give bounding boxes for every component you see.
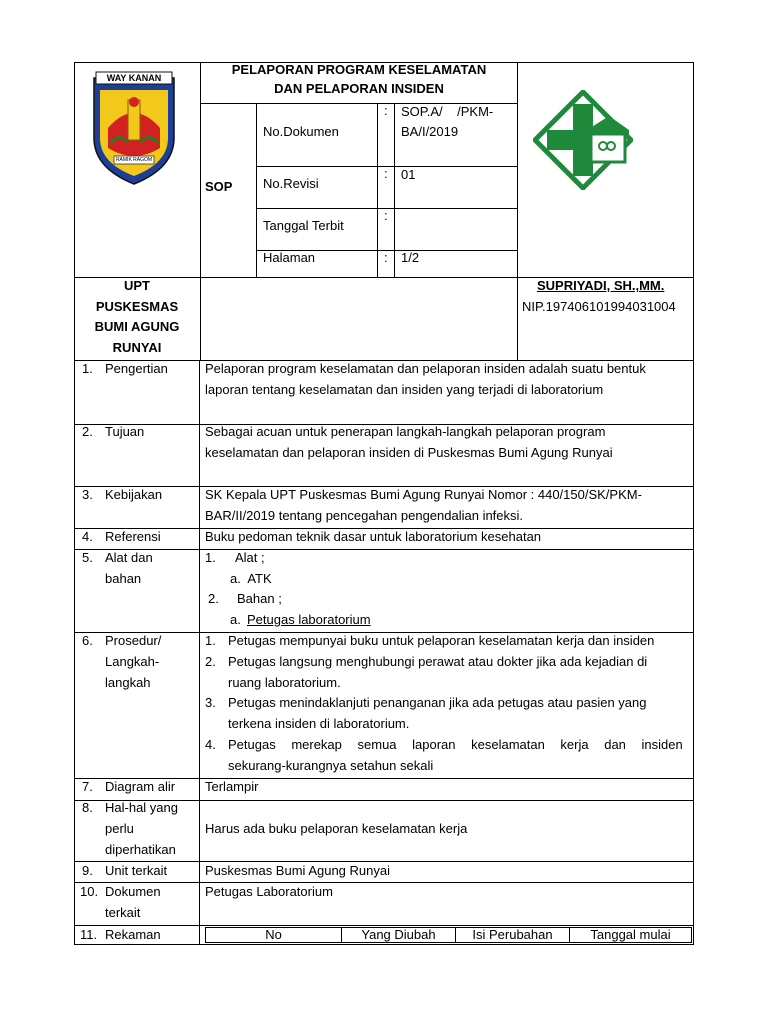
meta-label-halaman: Halaman bbox=[263, 250, 316, 265]
puskesmas-logo bbox=[533, 90, 633, 190]
row-number: 9. bbox=[82, 863, 93, 878]
step-text: Petugas menindaklanjuti penanganan jika ada petugas atau pasien yang bbox=[228, 695, 647, 710]
table-header-no: No bbox=[206, 928, 342, 943]
org-line2: PUSKESMAS bbox=[95, 299, 179, 314]
meta-value-halaman: 1/2 bbox=[401, 250, 420, 265]
row-number: 10. bbox=[80, 884, 99, 899]
row-label: Prosedur/ bbox=[105, 633, 162, 648]
row-number: 6. bbox=[82, 633, 93, 648]
table-header-diubah: Yang Diubah bbox=[342, 928, 456, 943]
meta-label-revisi: No.Revisi bbox=[263, 176, 319, 191]
row-number: 3. bbox=[82, 487, 93, 502]
row-label: Langkah- bbox=[105, 654, 160, 669]
alat-item1-num: 1. bbox=[205, 550, 216, 565]
row-label: Tujuan bbox=[105, 424, 145, 439]
org-line1: UPT bbox=[124, 278, 150, 293]
table-row bbox=[206, 928, 692, 943]
row-label: bahan bbox=[105, 571, 142, 586]
step-text-cont: terkena insiden di laboratorium. bbox=[228, 716, 410, 731]
unit-value: Puskesmas Bumi Agung Runyai bbox=[205, 863, 390, 878]
logo-motto-text: RAMIK RAGOM bbox=[115, 157, 153, 163]
row-label: Rekaman bbox=[105, 927, 161, 942]
step-number: 4. bbox=[205, 737, 216, 752]
alat-item2: Bahan ; bbox=[237, 591, 282, 606]
step-number: 3. bbox=[205, 695, 216, 710]
pengertian-line2: laporan tentang keselamatan dan insiden yang terjadi di laboratorium bbox=[205, 382, 604, 397]
step-text-cont: ruang laboratorium. bbox=[228, 675, 341, 690]
meta-colon: : bbox=[384, 103, 388, 118]
step-text: Petugas merekap semua laporan keselamatan kerja dan insiden bbox=[228, 737, 683, 752]
row-label: Pengertian bbox=[105, 361, 168, 376]
row-label: Referensi bbox=[105, 529, 161, 544]
kebijakan-line2: BAR/II/2019 tentang pencegahan pengendalian infeksi. bbox=[205, 508, 524, 523]
alat-item1a: a. ATK bbox=[230, 571, 272, 586]
row-label: Unit terkait bbox=[105, 863, 168, 878]
alat-item2a: Petugas laboratorium bbox=[247, 612, 371, 627]
pengertian-line1: Pelaporan program keselamatan dan pelaporan insiden adalah suatu bentuk bbox=[205, 361, 646, 376]
row-label: Hal-hal yang bbox=[105, 800, 178, 815]
meta-label-tanggal: Tanggal Terbit bbox=[263, 218, 344, 233]
step-text-cont: sekurang-kurangnya setahun sekali bbox=[228, 758, 434, 773]
referensi-line1: Buku pedoman teknik dasar untuk laboratorium kesehatan bbox=[205, 529, 542, 544]
meta-value-dokumen-2: BA/I/2019 bbox=[401, 124, 459, 139]
table-header-isi: Isi Perubahan bbox=[456, 928, 570, 943]
step-number: 1. bbox=[205, 633, 216, 648]
row-label: Kebijakan bbox=[105, 487, 163, 502]
way-kanan-logo bbox=[88, 68, 180, 186]
row-number: 4. bbox=[82, 529, 93, 544]
tujuan-line1: Sebagai acuan untuk penerapan langkah-langkah pelaporan program bbox=[205, 424, 606, 439]
hal-value: Harus ada buku pelaporan keselamatan kerja bbox=[205, 821, 468, 836]
meta-colon: : bbox=[384, 250, 388, 265]
row-label: Diagram alir bbox=[105, 779, 176, 794]
meta-colon: : bbox=[384, 208, 388, 223]
row-number: 1. bbox=[82, 361, 93, 376]
tujuan-line2: keselamatan dan pelaporan insiden di Puskesmas Bumi Agung Runyai bbox=[205, 445, 613, 460]
kebijakan-line1: SK Kepala UPT Puskesmas Bumi Agung Runyai Nomor : 440/150/SK/PKM- bbox=[205, 487, 642, 502]
row-number: 11. bbox=[80, 927, 98, 942]
step-text: Petugas langsung menghubungi perawat atau dokter jika ada kejadian di bbox=[228, 654, 648, 669]
meta-value-revisi: 01 bbox=[401, 167, 416, 182]
row-number: 5. bbox=[82, 550, 93, 565]
signatory-nip: NIP.197406101994031004 bbox=[522, 299, 676, 314]
row-label: terkait bbox=[105, 905, 141, 920]
signatory-name: SUPRIYADI, SH.,MM. bbox=[537, 278, 665, 293]
row-number: 2. bbox=[82, 424, 93, 439]
org-line4: RUNYAI bbox=[112, 340, 162, 355]
rekaman-table bbox=[205, 927, 692, 943]
logo-banner-text: WAY KANAN bbox=[106, 73, 162, 83]
row-label: diperhatikan bbox=[105, 842, 176, 857]
table-header-tanggal: Tanggal mulai bbox=[570, 928, 692, 943]
meta-colon: : bbox=[384, 166, 388, 181]
step-number: 2. bbox=[205, 654, 216, 669]
row-number: 7. bbox=[82, 779, 93, 794]
sop-label: SOP bbox=[205, 179, 233, 194]
doc-title-line2: DAN PELAPORAN INSIDEN bbox=[274, 81, 444, 96]
alat-item2-num: 2. bbox=[208, 591, 219, 606]
dokumen-value: Petugas Laboratorium bbox=[205, 884, 333, 899]
doc-title-line1: PELAPORAN PROGRAM KESELAMATAN bbox=[231, 62, 487, 77]
org-line3: BUMI AGUNG bbox=[94, 319, 180, 334]
meta-value-dokumen-1: SOP.A/ /PKM- bbox=[401, 104, 494, 119]
alat-item2a-prefix: a. bbox=[230, 612, 241, 627]
row-label: langkah bbox=[105, 675, 151, 690]
row-label: Dokumen bbox=[105, 884, 161, 899]
alat-item1: Alat ; bbox=[235, 550, 265, 565]
step-text: Petugas mempunyai buku untuk pelaporan keselamatan kerja dan insiden bbox=[228, 633, 655, 648]
row-label: perlu bbox=[105, 821, 134, 836]
row-label: Alat dan bbox=[105, 550, 153, 565]
diagram-value: Terlampir bbox=[205, 779, 259, 794]
row-number: 8. bbox=[82, 800, 93, 815]
meta-label-dokumen: No.Dokumen bbox=[263, 124, 339, 139]
